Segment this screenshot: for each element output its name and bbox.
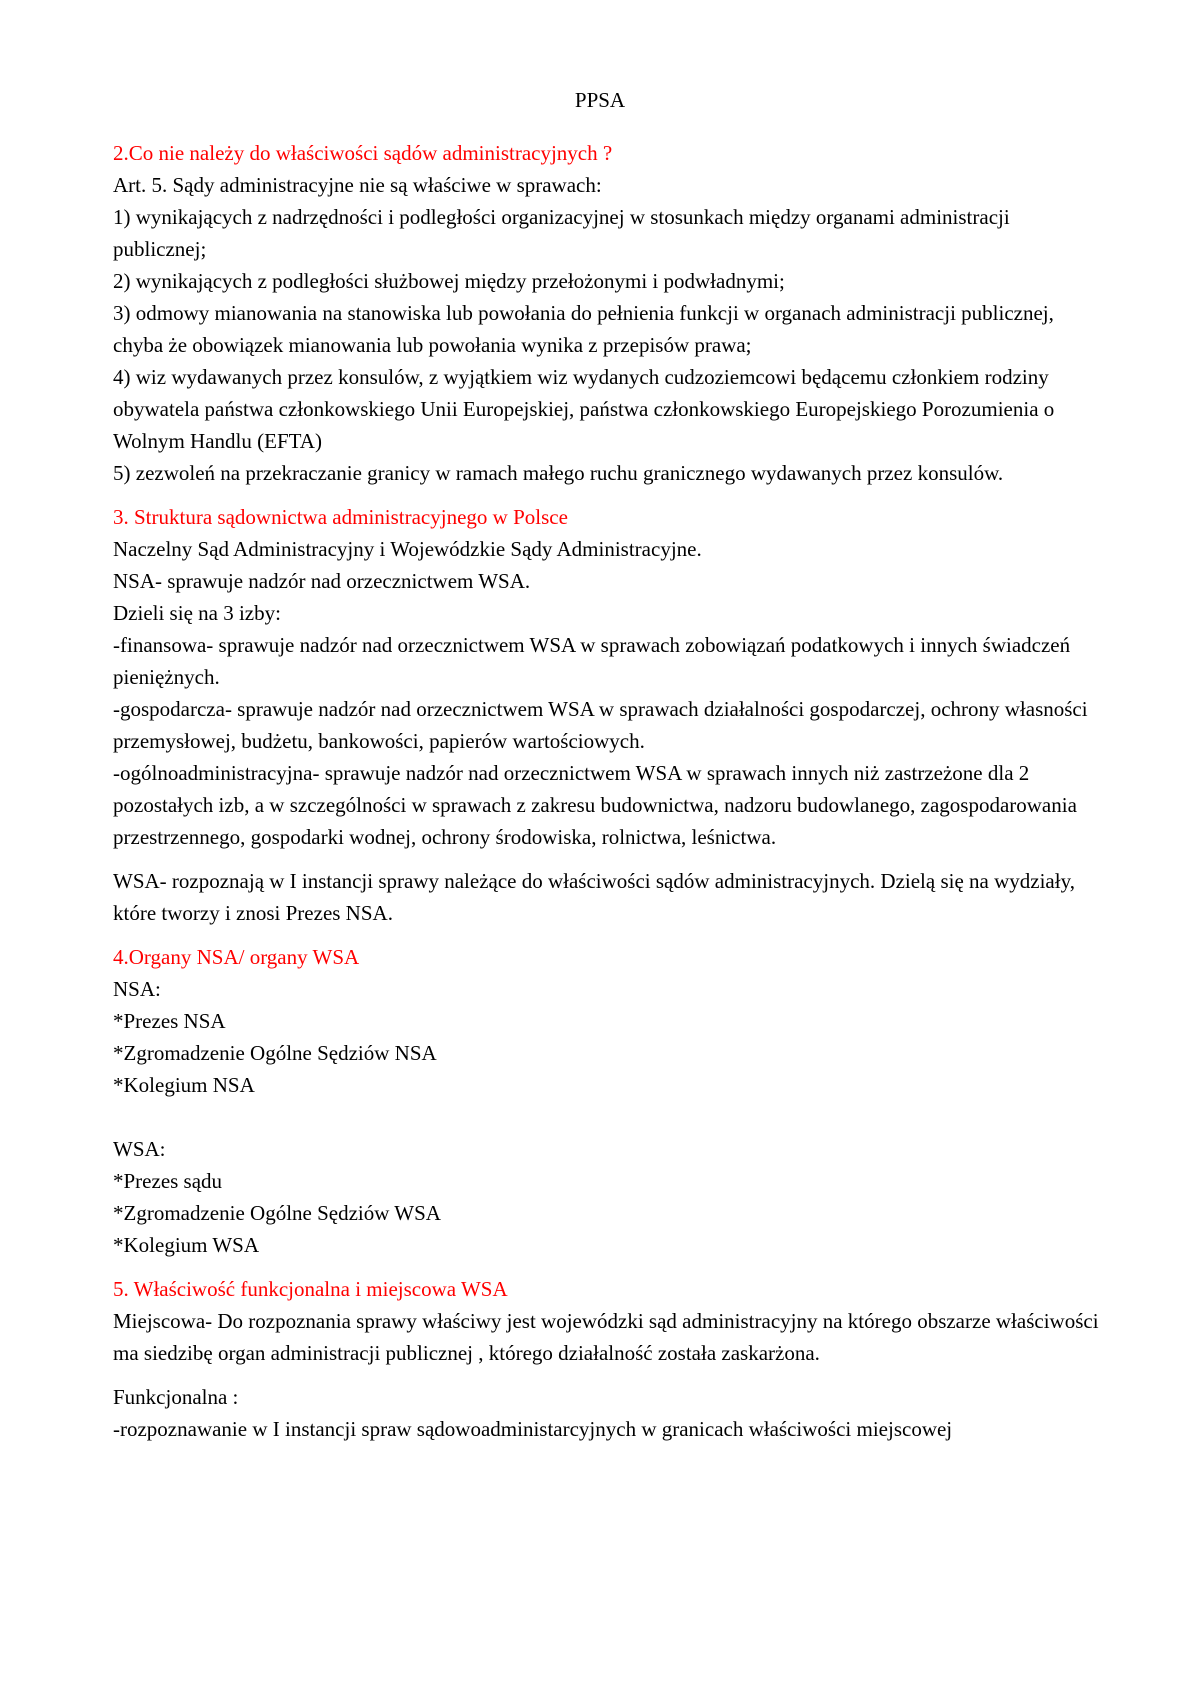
section-4-heading: 4.Organy NSA/ organy WSA [113, 945, 360, 969]
section-3-line: -finansowa- sprawuje nadzór nad orzecznictwem WSA w sprawach zobowiązań podatkowych i innych świadczeń pieniężnych. [113, 633, 1071, 689]
section-3-line: Dzieli się na 3 izby: [113, 601, 281, 625]
nsa-organ-line: *Prezes NSA [113, 1009, 226, 1033]
section-2-line: 5) zezwoleń na przekraczanie granicy w ramach małego ruchu granicznego wydawanych przez konsulów. [113, 461, 1004, 485]
section-3-heading: 3. Struktura sądownictwa administracyjnego w Polsce [113, 505, 568, 529]
section-4 [113, 941, 1103, 1261]
section-5-heading: 5. Właściwość funkcjonalna i miejscowa WSA [113, 1277, 508, 1301]
document-title: PPSA [574, 88, 626, 112]
document-body [113, 137, 1103, 1445]
functional-line: -rozpoznawanie w I instancji spraw sądowoadministarcyjnych w granicach właściwości miejscowej [113, 1417, 953, 1441]
section-3-line: NSA- sprawuje nadzór nad orzecznictwem WSA. [113, 569, 531, 593]
section-5-line: Miejscowa- Do rozpoznania sprawy właściwy jest wojewódzki sąd administracyjny na którego obszarze właściwości ma siedzibę organ administracji publicznej , którego działalność została zaskarżona. [113, 1309, 1099, 1365]
section-2-line: Art. 5. Sądy administracyjne nie są właściwe w sprawach: [113, 173, 602, 197]
wsa-organ-line: *Kolegium WSA [113, 1233, 260, 1257]
section-3-line: -gospodarcza- sprawuje nadzór nad orzecznictwem WSA w sprawach działalności gospodarczej, ochrony własności przemysłowej, budżetu, bankowości, papierów wartościowych. [113, 697, 1088, 753]
section-5 [113, 1273, 1103, 1445]
section-2-line: 4) wiz wydawanych przez konsulów, z wyjątkiem wiz wydanych cudzoziemcowi będącemu członkiem rodziny obywatela państwa członkowskiego Unii Europejskiej, państwa członkowskiego Europejskiego Porozumienia o Wolnym Handlu (EFTA) [113, 365, 1055, 453]
wsa-organ-line: *Zgromadzenie Ogólne Sędziów WSA [113, 1201, 441, 1225]
section-2-line: 2) wynikających z podległości służbowej między przełożonymi i podwładnymi; [113, 269, 785, 293]
functional-line: Funkcjonalna : [113, 1385, 239, 1409]
section-3-line: Naczelny Sąd Administracyjny i Wojewódzkie Sądy Administracyjne. [113, 537, 702, 561]
nsa-organ-line: *Kolegium NSA [113, 1073, 255, 1097]
blank-line [113, 1101, 1103, 1133]
wsa-organ-line: WSA: [113, 1137, 166, 1161]
section-2-line: 3) odmowy mianowania na stanowiska lub powołania do pełnienia funkcji w organach administracji publicznej, chyba że obowiązek mianowania lub powołania wynika z przepisów prawa; [113, 301, 1054, 357]
section-3 [113, 501, 1103, 929]
wsa-paragraph: WSA- rozpoznają w I instancji sprawy należące do właściwości sądów administracyjnych. Dzielą się na wydziały, które tworzy i znosi Prezes NSA. [113, 869, 1075, 925]
nsa-organ-line: *Zgromadzenie Ogólne Sędziów NSA [113, 1041, 437, 1065]
section-2-heading: 2.Co nie należy do właściwości sądów administracyjnych ? [113, 141, 613, 165]
nsa-organ-line: NSA: [113, 977, 161, 1001]
section-2-line: 1) wynikających z nadrzędności i podległości organizacyjnej w stosunkach między organami administracji publicznej; [113, 205, 1010, 261]
section-2 [113, 137, 1103, 489]
section-3-line: -ogólnoadministracyjna- sprawuje nadzór nad orzecznictwem WSA w sprawach innych niż zastrzeżone dla 2 pozostałych izb, a w szczególności w sprawach z zakresu budownictwa, nadzoru budowlanego, zagospodarowania przestrzennego, gospodarki wodnej, ochrony środowiska, rolnictwa, leśnictwa. [113, 761, 1077, 849]
wsa-organ-line: *Prezes sądu [113, 1169, 223, 1193]
